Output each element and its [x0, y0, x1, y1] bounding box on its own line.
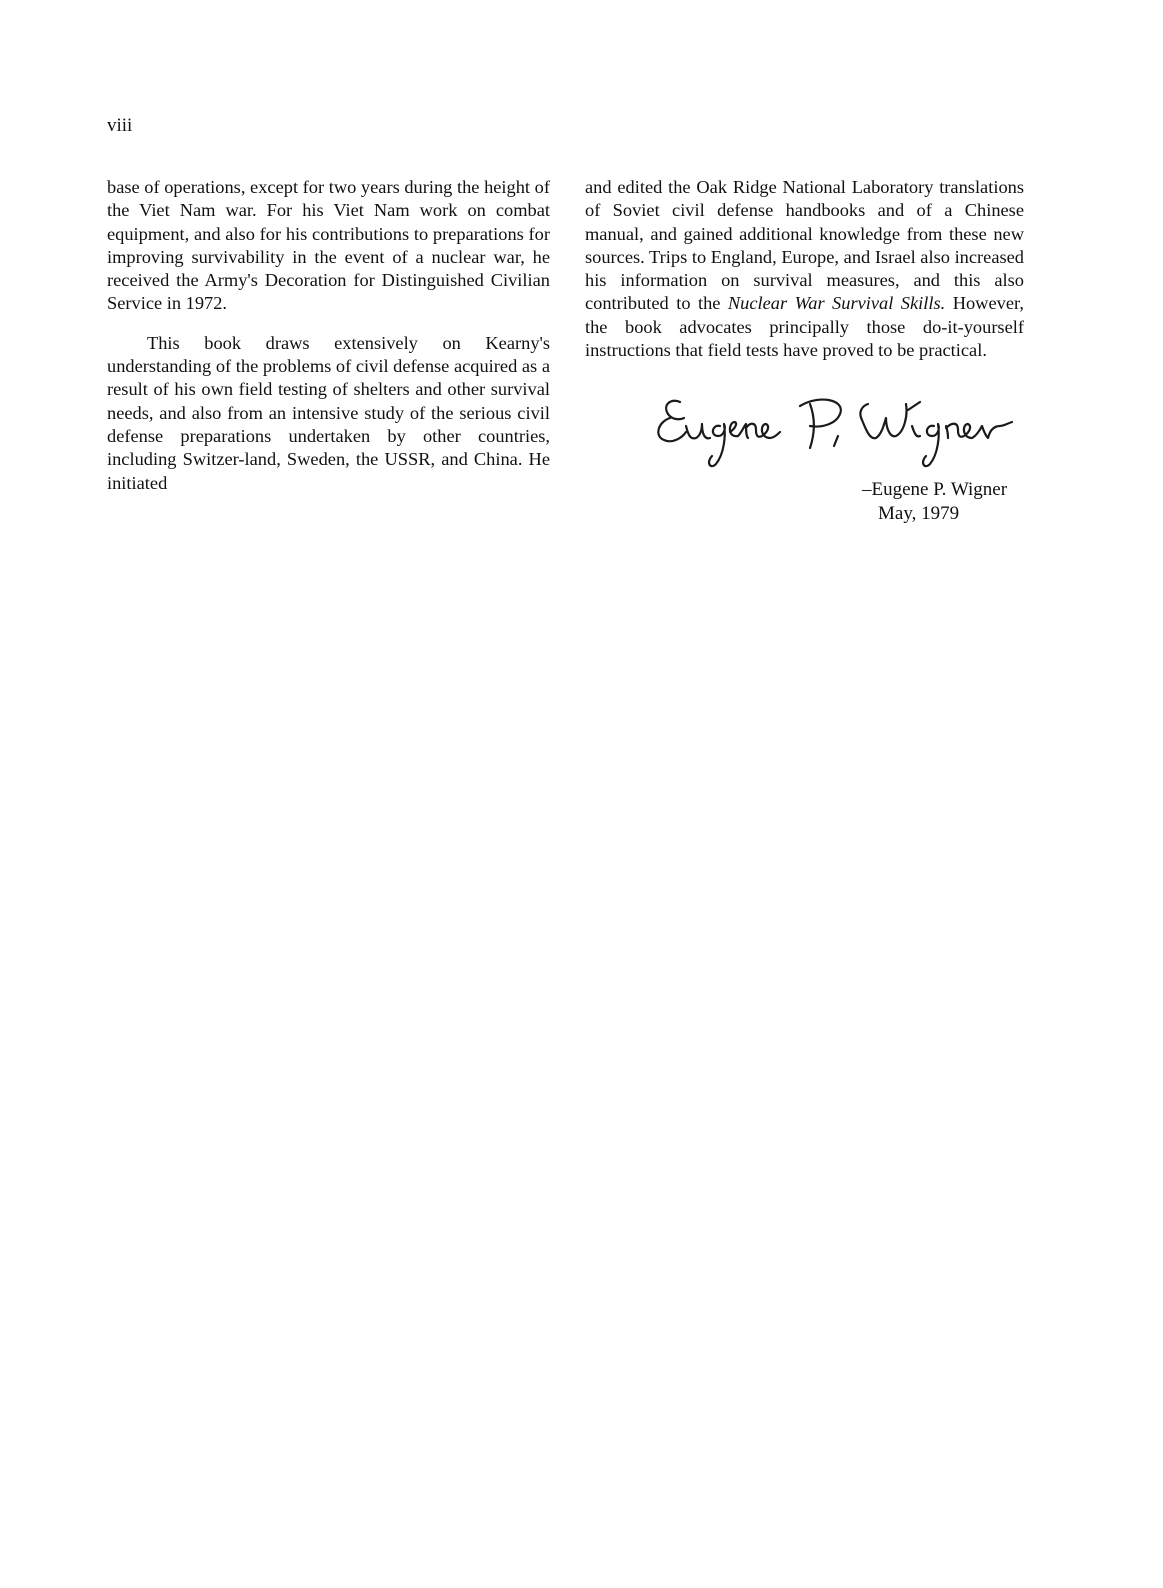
handwritten-signature [650, 380, 1030, 480]
paragraph: This book draws extensively on Kearny's understanding of the problems of civil defense acquired as a result of his own field testing of shelters and other survival needs, and also from an intensive study of the serious civil defense preparations undertaken by other countries, including Switzer-land, Sweden, the USSR, and China. He initiated [107, 332, 550, 493]
paragraph [585, 176, 1024, 362]
left-column [107, 176, 550, 495]
paragraph-text: However, the book advocates principally those do-it-yourself instructions that field tests have proved to be practical. [585, 293, 1024, 361]
page-number: viii [107, 115, 133, 136]
right-column [585, 176, 1024, 362]
paragraph-text: and edited the Oak Ridge National Laboratory translations of Soviet civil defense handbooks and of a Chinese manual, and gained additional knowledge from these new sources. Trips to England, Europe, and Israel also increased his information on survival measures, and this also contributed to the [585, 177, 1024, 314]
book-title: Nuclear War Survival Skills. [727, 293, 946, 314]
signatory-name: –Eugene P. Wigner [862, 479, 1008, 500]
signature-date: May, 1979 [878, 503, 960, 524]
paragraph: base of operations, except for two years during the height of the Viet Nam war. For his Viet Nam work on combat equipment, and also for his contributions to preparations for improving survivability in the event of a nuclear war, he received the Army's Decoration for Distinguished Civilian Service in 1972. [107, 177, 550, 314]
